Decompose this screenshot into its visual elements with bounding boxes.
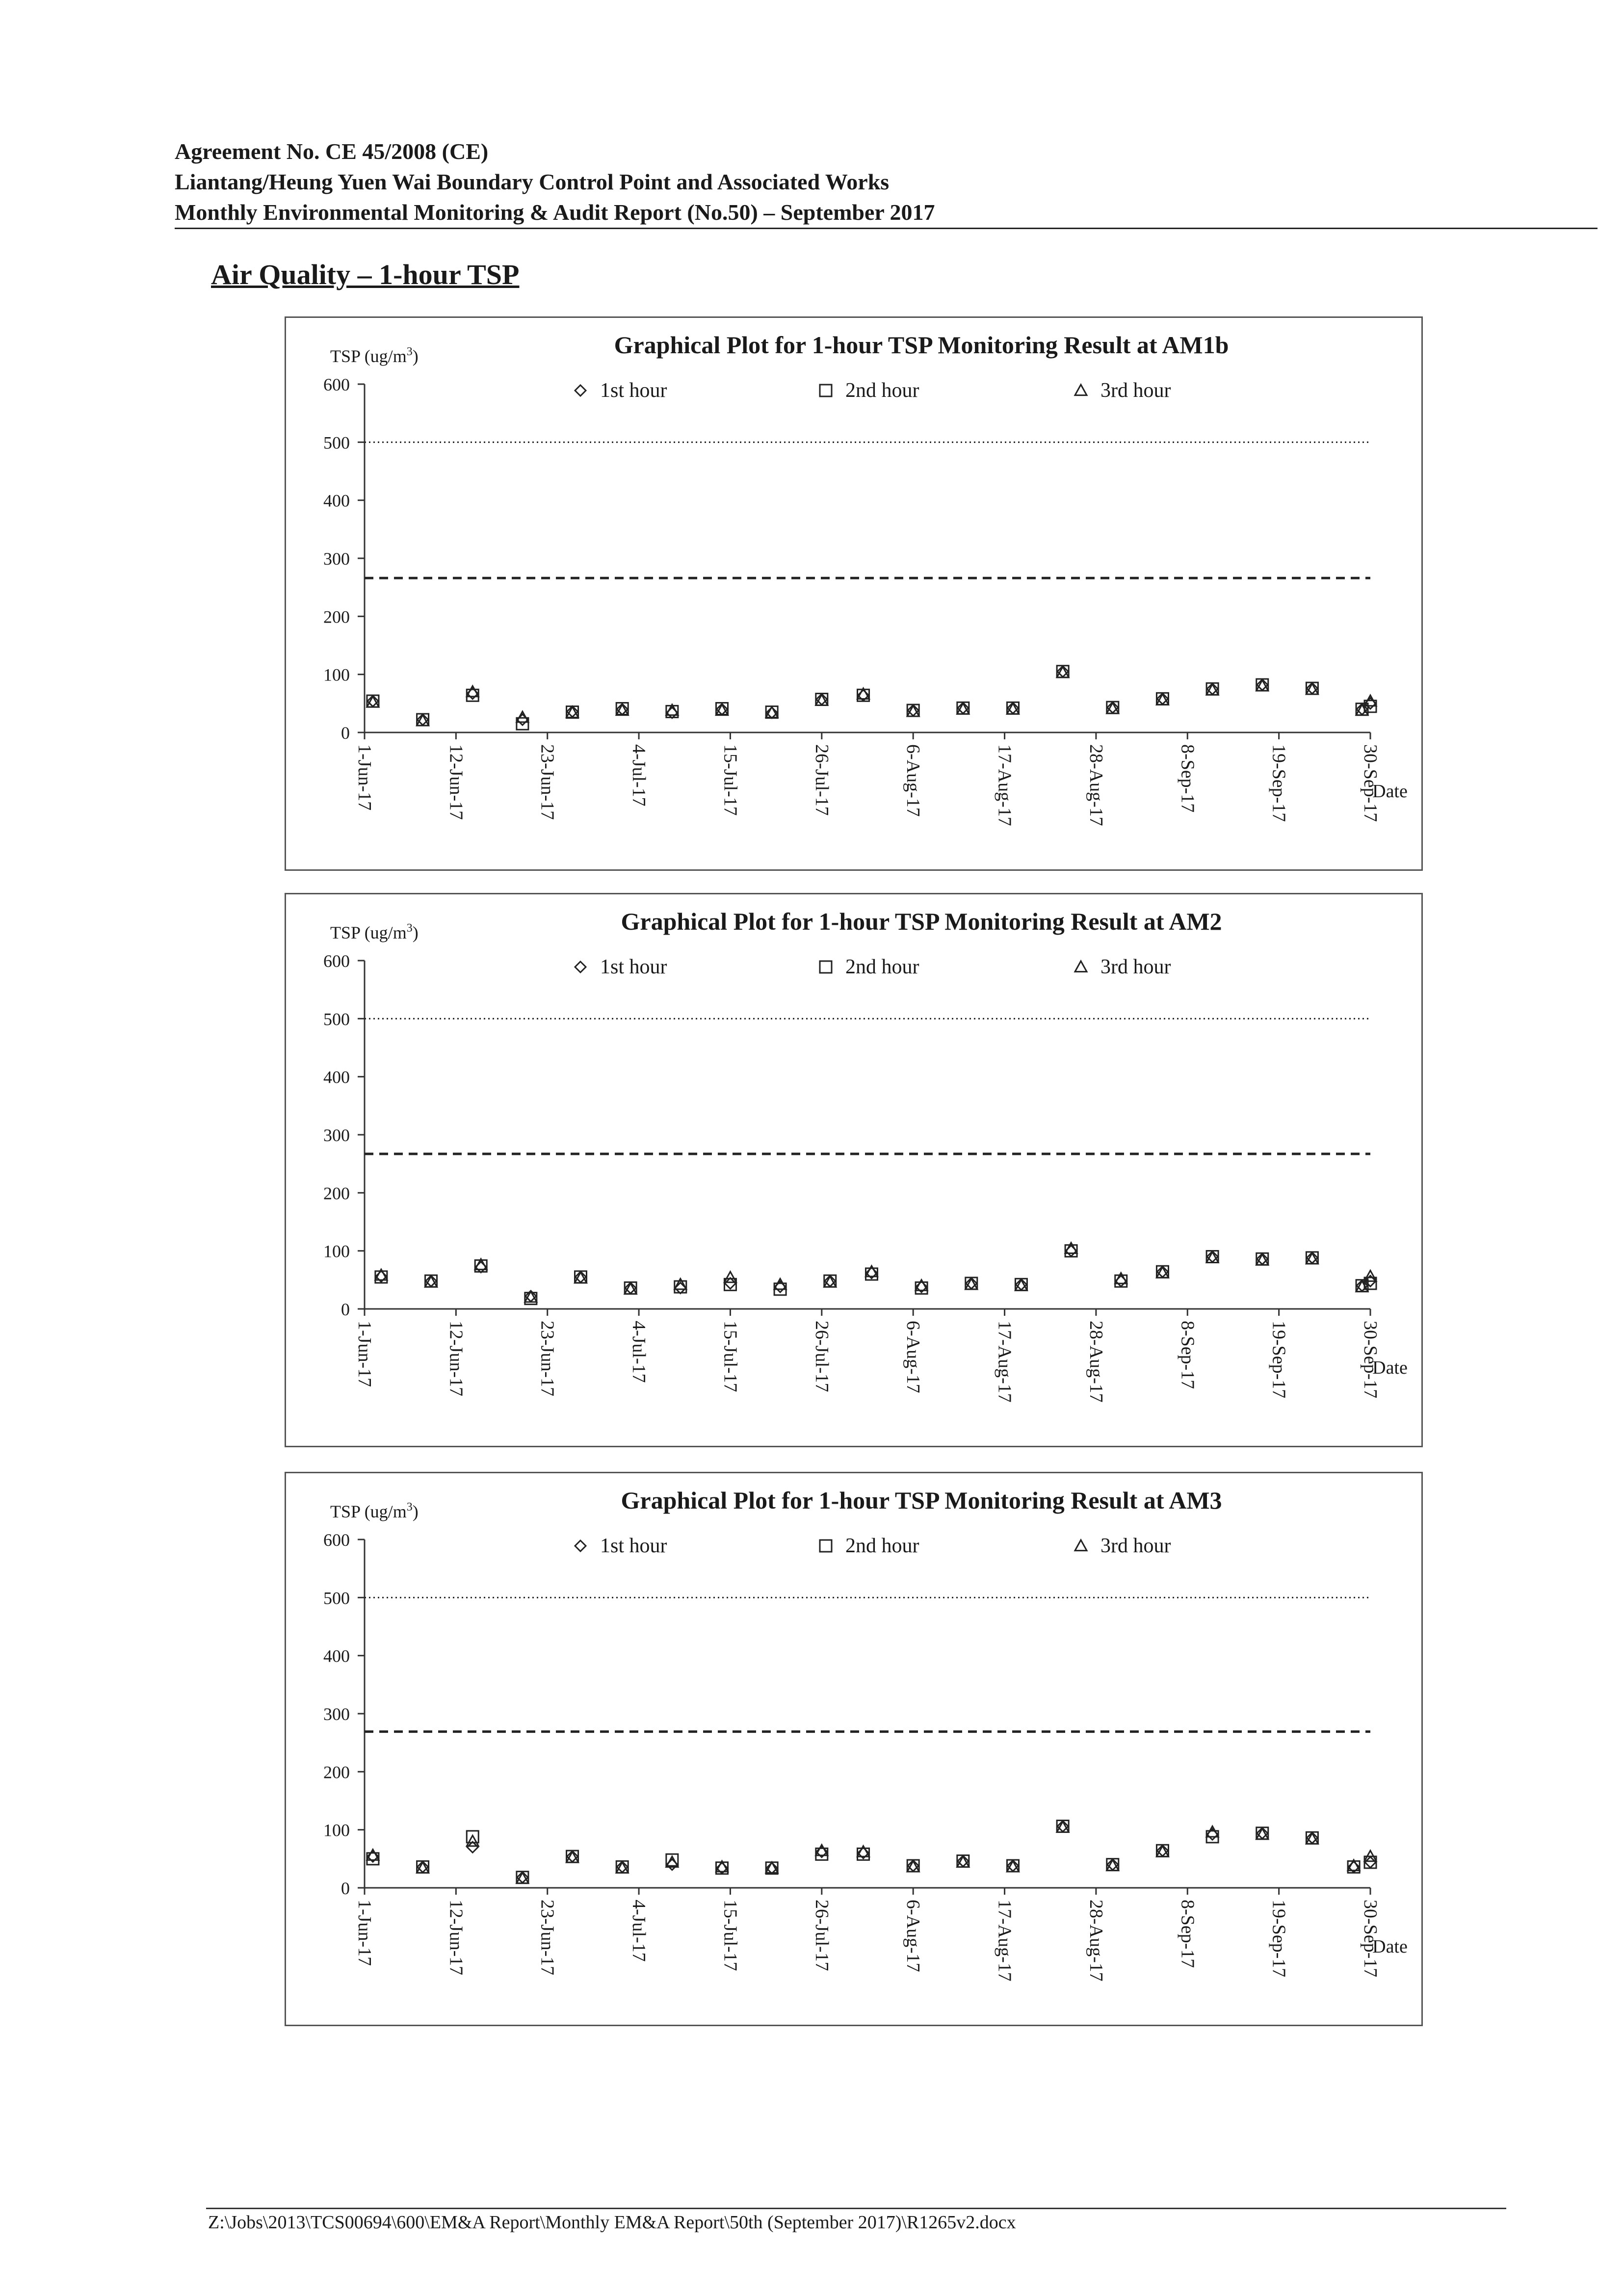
x-tick-label: 28-Aug-17 bbox=[1085, 1321, 1106, 1403]
y-axis-label: TSP $(ug/m^3)$ bbox=[330, 1501, 419, 1521]
legend-label: 3rd hour bbox=[1100, 379, 1171, 402]
y-tick-label: 400 bbox=[323, 1646, 350, 1666]
x-tick-label: 1-Jun-17 bbox=[354, 1321, 375, 1387]
x-tick-label: 28-Aug-17 bbox=[1085, 1900, 1106, 1982]
x-tick-label: 17-Aug-17 bbox=[994, 1900, 1015, 1982]
y-tick-label: 0 bbox=[341, 1879, 350, 1898]
x-tick-label: 1-Jun-17 bbox=[354, 744, 375, 811]
x-tick-label: 12-Jun-17 bbox=[445, 744, 467, 820]
x-tick-label: 4-Jul-17 bbox=[629, 1321, 650, 1383]
chart-svg bbox=[286, 1473, 1424, 2028]
x-tick-label: 30-Sep-17 bbox=[1360, 1900, 1381, 1978]
chart-title: Graphical Plot for 1-hour TSP Monitoring Result at AM3 bbox=[621, 1487, 1222, 1514]
x-tick-label: 19-Sep-17 bbox=[1268, 744, 1289, 822]
x-tick-label: 19-Sep-17 bbox=[1268, 1900, 1289, 1978]
report-line: Monthly Environmental Monitoring & Audit Report (No.50) – September 2017 bbox=[175, 200, 935, 225]
y-tick-label: 100 bbox=[323, 1820, 350, 1840]
legend-marker bbox=[1075, 1540, 1087, 1551]
x-tick-label: 26-Jul-17 bbox=[811, 1321, 832, 1392]
report-header bbox=[175, 136, 1598, 228]
x-tick-label: 6-Aug-17 bbox=[903, 1900, 924, 1972]
y-tick-label: 500 bbox=[323, 1588, 350, 1608]
legend-marker bbox=[575, 1540, 586, 1551]
y-tick-label: 300 bbox=[323, 1704, 350, 1724]
chart-svg bbox=[286, 318, 1424, 872]
y-tick-label: 600 bbox=[323, 375, 350, 394]
y-tick-label: 0 bbox=[341, 723, 350, 743]
legend-marker bbox=[1075, 961, 1087, 972]
chart-title: Graphical Plot for 1-hour TSP Monitoring Result at AM2 bbox=[621, 908, 1222, 935]
x-tick-label: 4-Jul-17 bbox=[629, 1900, 650, 1962]
x-tick-label: 23-Jun-17 bbox=[537, 744, 558, 820]
y-tick-label: 0 bbox=[341, 1300, 350, 1319]
y-tick-label: 400 bbox=[323, 491, 350, 511]
x-tick-label: 30-Sep-17 bbox=[1360, 1321, 1381, 1399]
x-tick-label: 8-Sep-17 bbox=[1177, 1321, 1198, 1389]
legend-label: 1st hour bbox=[600, 1535, 667, 1557]
section-title: Air Quality – 1-hour TSP bbox=[211, 259, 520, 290]
x-tick-label: 19-Sep-17 bbox=[1268, 1321, 1289, 1399]
chart-am3 bbox=[285, 1472, 1423, 2026]
x-tick-label: 6-Aug-17 bbox=[903, 1321, 924, 1393]
x-tick-label: 26-Jul-17 bbox=[811, 744, 832, 816]
y-tick-label: 100 bbox=[323, 1241, 350, 1261]
y-tick-label: 200 bbox=[323, 1183, 350, 1203]
x-axis-label: Date bbox=[1372, 1357, 1408, 1378]
x-tick-label: 30-Sep-17 bbox=[1360, 744, 1381, 822]
y-tick-label: 400 bbox=[323, 1067, 350, 1087]
legend-marker bbox=[820, 1540, 832, 1552]
x-tick-label: 12-Jun-17 bbox=[445, 1321, 467, 1397]
legend-label: 2nd hour bbox=[845, 1535, 919, 1557]
y-tick-label: 300 bbox=[323, 549, 350, 569]
project-line: Liantang/Heung Yuen Wai Boundary Control Point and Associated Works bbox=[175, 169, 890, 194]
y-tick-label: 200 bbox=[323, 1762, 350, 1782]
x-tick-label: 26-Jul-17 bbox=[811, 1900, 832, 1971]
x-axis-label: Date bbox=[1372, 1936, 1408, 1957]
chart-title: Graphical Plot for 1-hour TSP Monitoring Result at AM1b bbox=[614, 331, 1229, 359]
agreement-line: Agreement No. CE 45/2008 (CE) bbox=[175, 139, 489, 164]
y-axis-label: TSP $(ug/m^3)$ bbox=[330, 345, 419, 366]
x-tick-label: 4-Jul-17 bbox=[629, 744, 650, 807]
y-tick-label: 100 bbox=[323, 665, 350, 685]
x-tick-label: 6-Aug-17 bbox=[903, 744, 924, 817]
y-tick-label: 300 bbox=[323, 1125, 350, 1145]
file-path-footer: Z:\Jobs\2013\TCS00694\600\EM&A Report\Monthly EM&A Report\50th (September 2017)\R1265v2.docx bbox=[208, 2212, 1016, 2233]
legend-label: 3rd hour bbox=[1100, 1535, 1171, 1557]
y-tick-label: 500 bbox=[323, 1009, 350, 1029]
legend-label: 1st hour bbox=[600, 379, 667, 402]
legend-marker bbox=[820, 385, 832, 396]
y-tick-label: 600 bbox=[323, 1530, 350, 1550]
x-tick-label: 15-Jul-17 bbox=[720, 1321, 741, 1392]
x-tick-label: 17-Aug-17 bbox=[994, 744, 1015, 826]
x-tick-label: 1-Jun-17 bbox=[354, 1900, 375, 1966]
x-tick-label: 17-Aug-17 bbox=[994, 1321, 1015, 1403]
legend-label: 2nd hour bbox=[845, 956, 919, 978]
x-tick-label: 8-Sep-17 bbox=[1177, 744, 1198, 813]
legend-label: 3rd hour bbox=[1100, 956, 1171, 978]
legend-label: 1st hour bbox=[600, 956, 667, 978]
x-tick-label: 23-Jun-17 bbox=[537, 1321, 558, 1397]
footer-divider bbox=[206, 2208, 1506, 2209]
legend-marker bbox=[575, 385, 586, 396]
y-tick-label: 200 bbox=[323, 607, 350, 627]
x-tick-label: 28-Aug-17 bbox=[1085, 744, 1106, 826]
chart-svg bbox=[286, 894, 1424, 1449]
y-axis-label: TSP $(ug/m^3)$ bbox=[330, 922, 419, 942]
y-tick-label: 500 bbox=[323, 433, 350, 453]
x-axis-label: Date bbox=[1372, 781, 1408, 802]
x-tick-label: 8-Sep-17 bbox=[1177, 1900, 1198, 1968]
legend-marker bbox=[575, 962, 586, 972]
x-tick-label: 15-Jul-17 bbox=[720, 1900, 741, 1971]
legend-marker bbox=[1075, 385, 1087, 395]
legend-marker bbox=[820, 961, 832, 973]
legend-label: 2nd hour bbox=[845, 379, 919, 402]
x-tick-label: 23-Jun-17 bbox=[537, 1900, 558, 1976]
x-tick-label: 15-Jul-17 bbox=[720, 744, 741, 816]
chart-am1b bbox=[285, 316, 1423, 871]
chart-am2 bbox=[285, 893, 1423, 1447]
x-tick-label: 12-Jun-17 bbox=[445, 1900, 467, 1976]
y-tick-label: 600 bbox=[323, 951, 350, 971]
header-divider bbox=[175, 228, 1598, 229]
